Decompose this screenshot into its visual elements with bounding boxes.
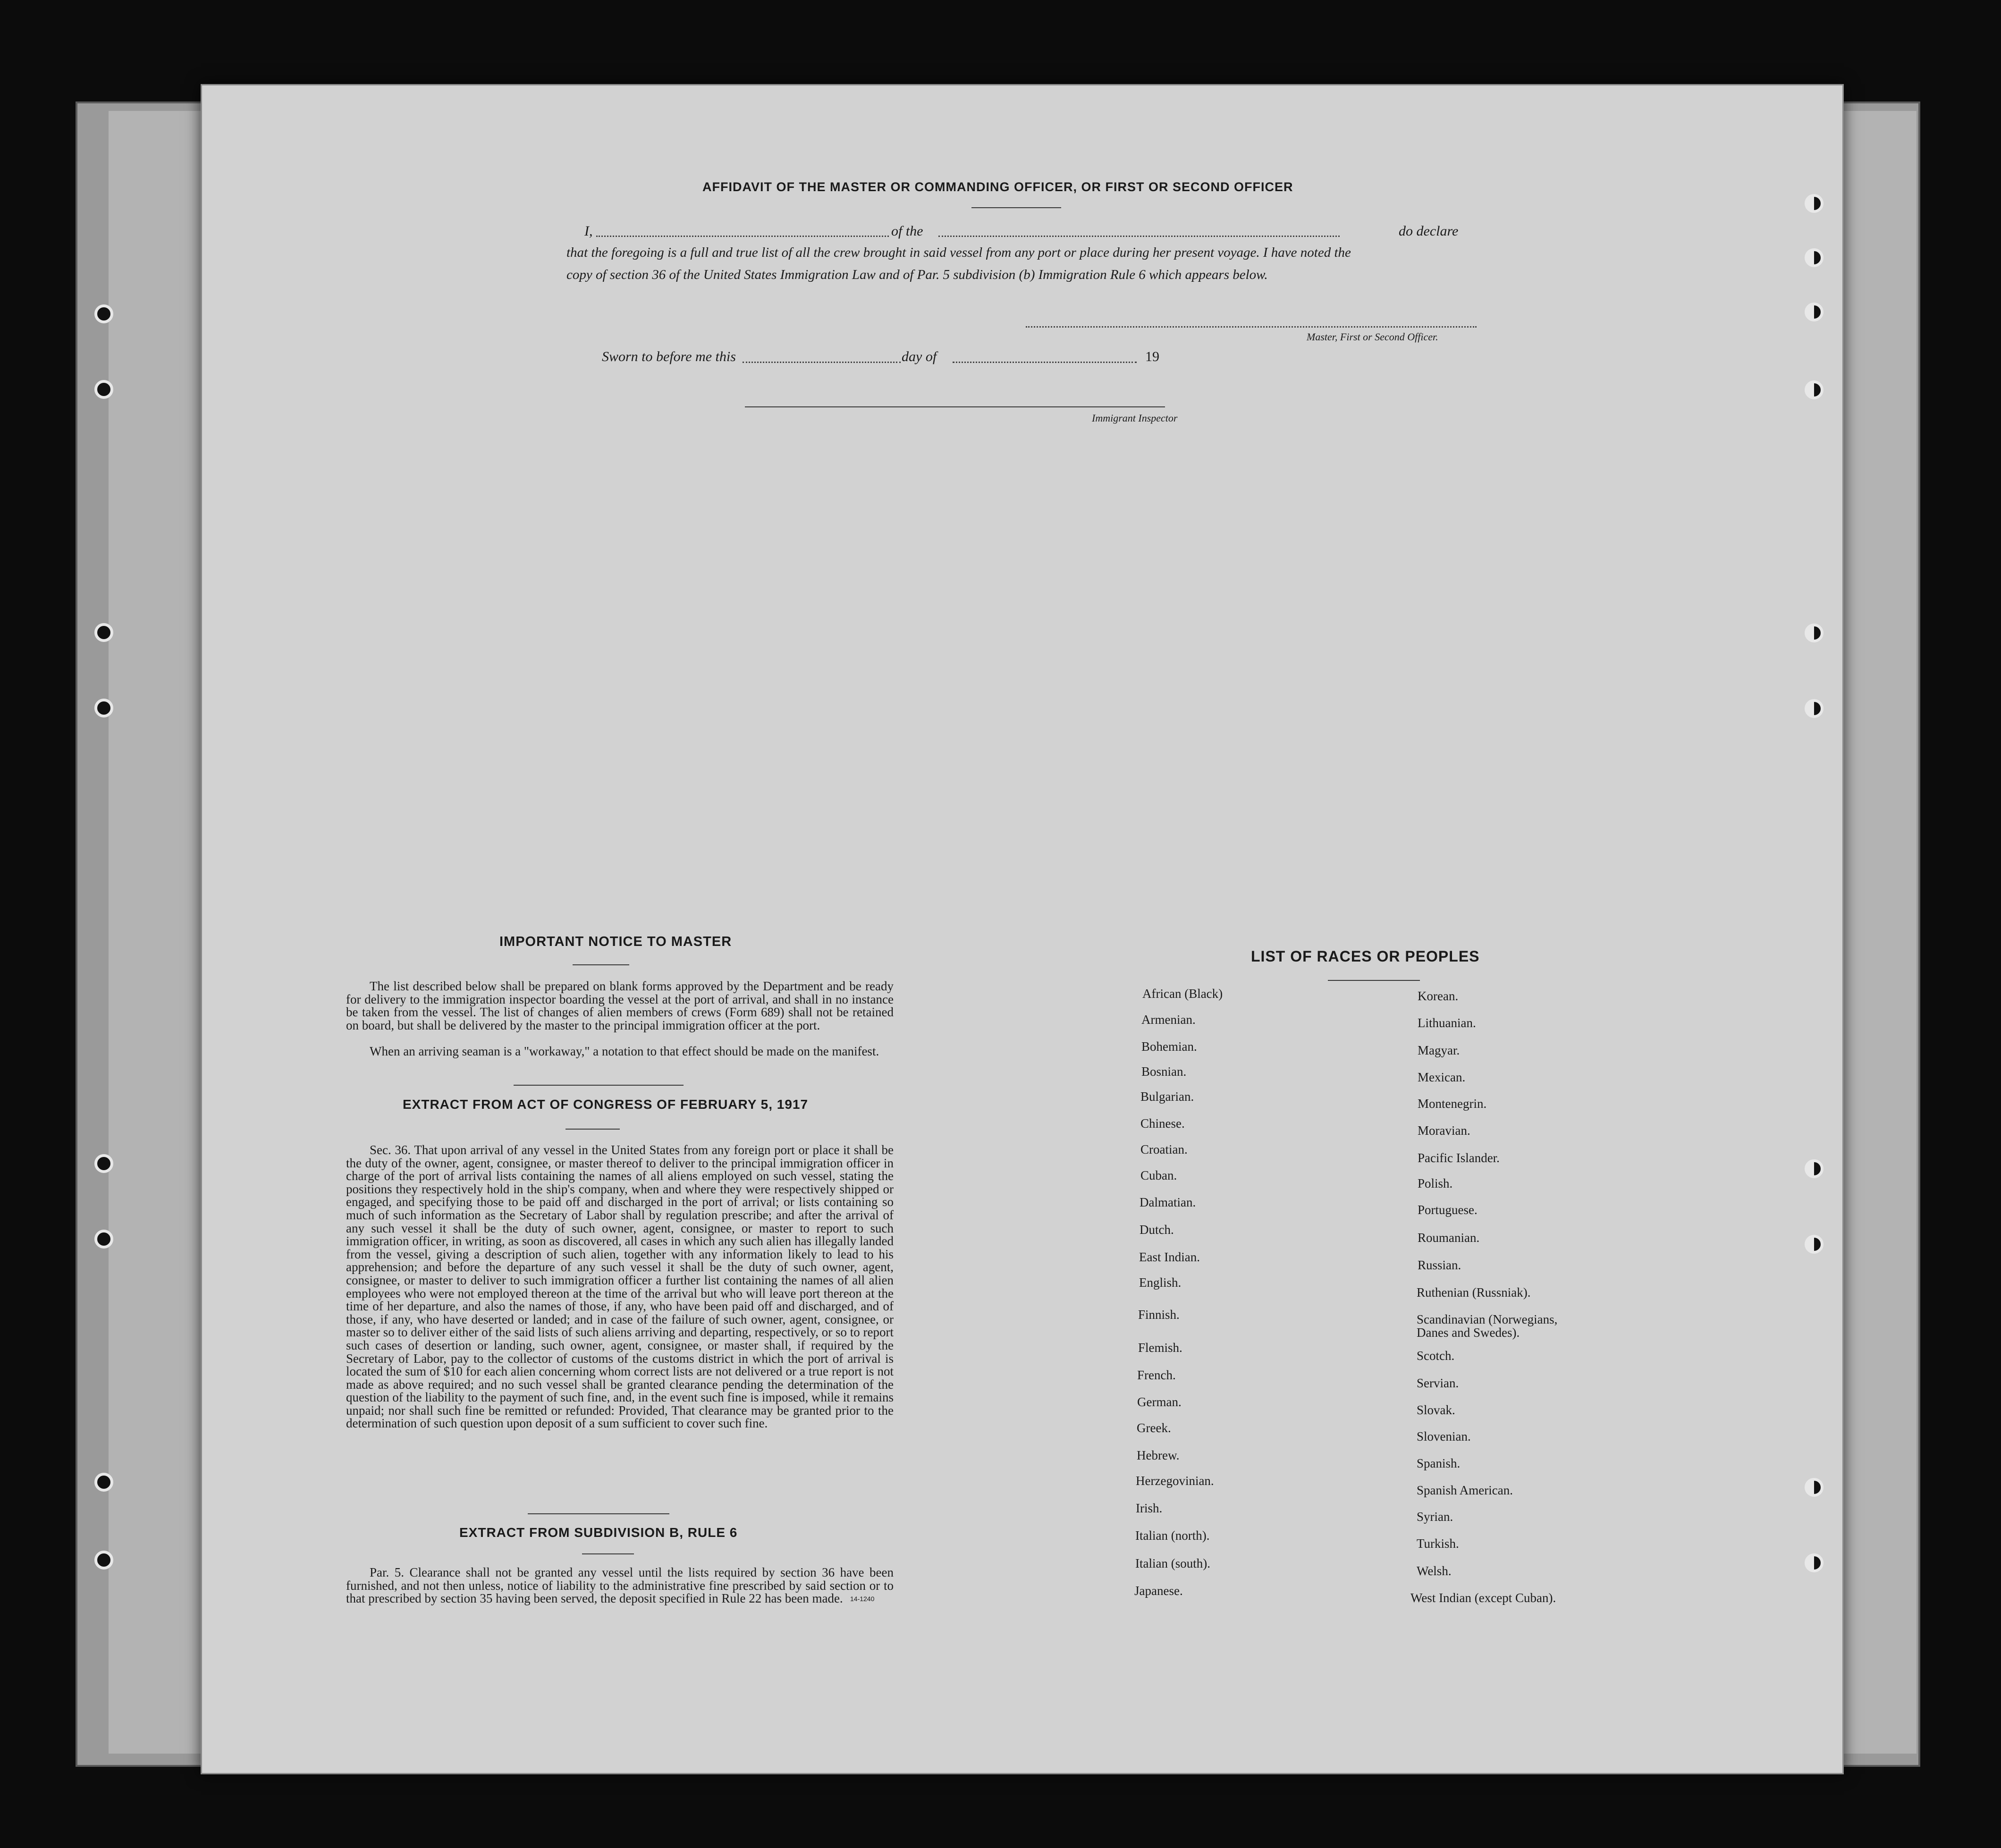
sworn-day-label: day of [902,349,937,364]
race-item: Hebrew. [1137,1448,1180,1462]
sworn-year: 19 [1145,349,1159,364]
race-item: Cuban. [1140,1168,1177,1182]
race-item: Slovenian. [1417,1429,1471,1443]
affidavit-line2: that the foregoing is a full and true list of all the crew brought in said vessel from any port or place during her present voyage. I have noted the [566,245,1351,260]
punch-hole [1805,1159,1824,1178]
punch-hole [1805,380,1824,399]
punch-hole [1805,1553,1824,1572]
race-item: Pacific Islander. [1418,1151,1500,1165]
race-item: Polish. [1418,1176,1453,1190]
rule-extract-title: EXTRACT FROM SUBDIVISION B, RULE 6 [459,1525,738,1540]
affidavit-title: AFFIDAVIT OF THE MASTER OR COMMANDING OFFICER, OR FIRST OR SECOND OFFICER [702,180,1293,194]
race-item: Magyar. [1418,1043,1460,1057]
rule-rule [582,1553,634,1554]
race-item: Armenian. [1141,1013,1196,1027]
sworn-month-field[interactable] [953,362,1137,363]
race-item: Mexican. [1418,1070,1466,1084]
race-item: African (Black) [1142,987,1223,1001]
race-item: Moravian. [1418,1123,1470,1138]
races-rule [1328,980,1420,981]
race-item: East Indian. [1139,1250,1200,1264]
race-item: Roumanian. [1418,1231,1480,1245]
punch-hole [94,380,113,399]
master-signature-label: Master, First or Second Officer. [1307,331,1438,343]
section-rule [514,1085,684,1086]
notice-para1: The list described below shall be prepared on blank forms approved by the Department and be ready for delivery to the immigration inspector boarding the vessel at the port of arrival, and shall in no instance be taken from the vessel. The list of changes of alien members of crews (Form 689) shall not be retained on board, but shall be delivered by the master to the principal immigration officer at the port. [346,979,894,1032]
notice-title: IMPORTANT NOTICE TO MASTER [499,934,732,949]
race-item: German. [1137,1395,1182,1409]
act-rule [566,1129,620,1130]
punch-hole [94,1230,113,1249]
race-item: Herzegovinian. [1136,1474,1214,1488]
race-item: Portuguese. [1418,1203,1478,1217]
race-item: Scandinavian (Norwegians, Danes and Swedes). [1417,1312,1558,1340]
punch-hole [94,623,113,642]
race-item: Ruthenian (Russniak). [1417,1285,1531,1300]
race-item: Korean. [1418,989,1459,1003]
sworn-day-field[interactable] [743,362,901,363]
race-item: Greek. [1137,1421,1171,1435]
punch-hole [1805,303,1824,321]
races-title: LIST OF RACES OR PEOPLES [1251,948,1480,965]
affidavit-line1-middle: of the [891,223,923,239]
punch-hole [94,1551,113,1570]
race-item: English. [1139,1275,1182,1290]
sworn-prefix: Sworn to before me this [602,349,736,364]
race-item: Flemish. [1138,1341,1182,1355]
race-item: Lithuanian. [1418,1016,1476,1030]
vessel-name-field[interactable] [938,236,1340,237]
punch-hole [94,699,113,717]
race-item: Servian. [1417,1376,1459,1390]
master-signature-field[interactable] [1026,326,1477,328]
race-item: Syrian. [1417,1510,1453,1524]
master-name-field[interactable] [596,236,889,237]
race-item: Bohemian. [1141,1039,1197,1054]
race-item: Finnish. [1138,1308,1180,1322]
race-item: Irish. [1136,1501,1163,1515]
affidavit-line3: copy of section 36 of the United States Immigration Law and of Par. 5 subdivision (b) Immigration Rule 6 which appears below. [566,267,1268,282]
punch-hole [1805,248,1824,267]
punch-hole [1805,699,1824,718]
inspector-label: Immigrant Inspector [1092,412,1178,424]
rule-extract-body: Par. 5. Clearance shall not be granted any vessel until the lists required by section 36 have been furnished, and not then unless, notice of liability to the administrative fine prescribed by said section or to that prescribed by section 35 having been served, the deposit specified in Rule 22 has been made. [346,1565,894,1606]
race-item: Bulgarian. [1140,1089,1194,1104]
act-extract-body [346,1144,894,1430]
punch-hole [94,1154,113,1173]
race-item: Croatian. [1140,1142,1188,1156]
notice-para2: When an arriving seaman is a "workaway," a notation to that effect should be made on the manifest. [370,1044,879,1058]
race-item: Chinese. [1140,1116,1185,1131]
punch-hole [94,304,113,323]
race-item: Italian (south). [1135,1556,1210,1570]
race-item: Dutch. [1140,1223,1174,1237]
race-item: Montenegrin. [1418,1097,1487,1111]
race-item: Spanish American. [1417,1483,1513,1497]
punch-hole [1805,1235,1824,1254]
punch-hole [1805,624,1824,642]
affidavit-line1-suffix: do declare [1399,223,1459,239]
race-item: Japanese. [1134,1584,1183,1598]
race-item: Bosnian. [1141,1064,1187,1079]
title-rule [971,207,1061,208]
section-text: That upon arrival of any vessel in the United States from any foreign port or place it shall be the duty of the owner, agent, consignee, or master thereof to deliver to the principal immigration officer in charge of the port of arrival lists containing the names of all aliens employed on such vessel, stating the positions they respectively hold in the ship's company, when and where they were respectively shipped or engaged, and specifying those to be paid off and discharged in the port of arrival; or lists containing so much of such information as the Secretary of Labor shall by regulation prescribe; and after the arrival of any such vessel it shall be the duty of such owner, agent, consignee, or master to report to such immigration officer, in writing, as soon as discovered, all cases in which any such alien has illegally landed from the vessel, giving a description of such alien, together with any information likely to lead to his apprehension; and before the departure of any such vessel it shall be the duty of such owner, agent, consignee, or master to deliver to such immigration officer a further list containing the names of all alien employees who were not employed thereon at the time of the arrival but who will leave port thereon at the time of her departure, and also the names of those, if any, who have been paid off and discharged, and of those, if any, who have deserted or landed; and in case of the failure of such owner, agent, consignee, or master so to deliver either of the said lists of such aliens arriving and departing, respectively, or so to report such cases of desertion or landing, such owner, agent, consignee, or master shall, if required by the Secretary of Labor, pay to the collector of customs of the customs district in which the port of arrival is located the sum of $10 for each alien concerning whom correct lists are not delivered or a true report is not made as above required; and no such vessel shall be granted clearance pending the determination of the question of the liability to the payment of such fine, and, in the event such fine is imposed, while it remains unpaid; nor shall such fine be remitted or refunded: Provided, That clearance may be granted prior to the determination of such question upon deposit of a sum sufficient to cover such fine. [346,1143,894,1431]
race-item: Slovak. [1417,1403,1455,1417]
race-item: Russian. [1418,1258,1461,1272]
form-page [201,84,1844,1774]
inspector-signature-field[interactable] [745,406,1165,407]
affidavit-line1-prefix: I, [584,223,593,239]
race-item: Welsh. [1417,1564,1452,1578]
race-item: Italian (north). [1135,1528,1210,1543]
form-number: 14-1240 [850,1595,875,1603]
section-rule [528,1513,669,1514]
punch-hole [1805,1478,1824,1497]
act-extract-title: EXTRACT FROM ACT OF CONGRESS OF FEBRUARY 5, 1917 [403,1097,809,1112]
notice-rule [573,964,629,965]
punch-hole [1805,194,1824,213]
race-item: Dalmatian. [1140,1195,1196,1209]
race-item: Scotch. [1417,1349,1455,1363]
race-item: West Indian (except Cuban). [1410,1591,1556,1605]
punch-hole [94,1473,113,1492]
race-item: French. [1137,1368,1176,1382]
section-label: Sec. 36. [370,1143,411,1157]
race-item: Turkish. [1417,1536,1459,1551]
race-item: Spanish. [1417,1456,1461,1470]
